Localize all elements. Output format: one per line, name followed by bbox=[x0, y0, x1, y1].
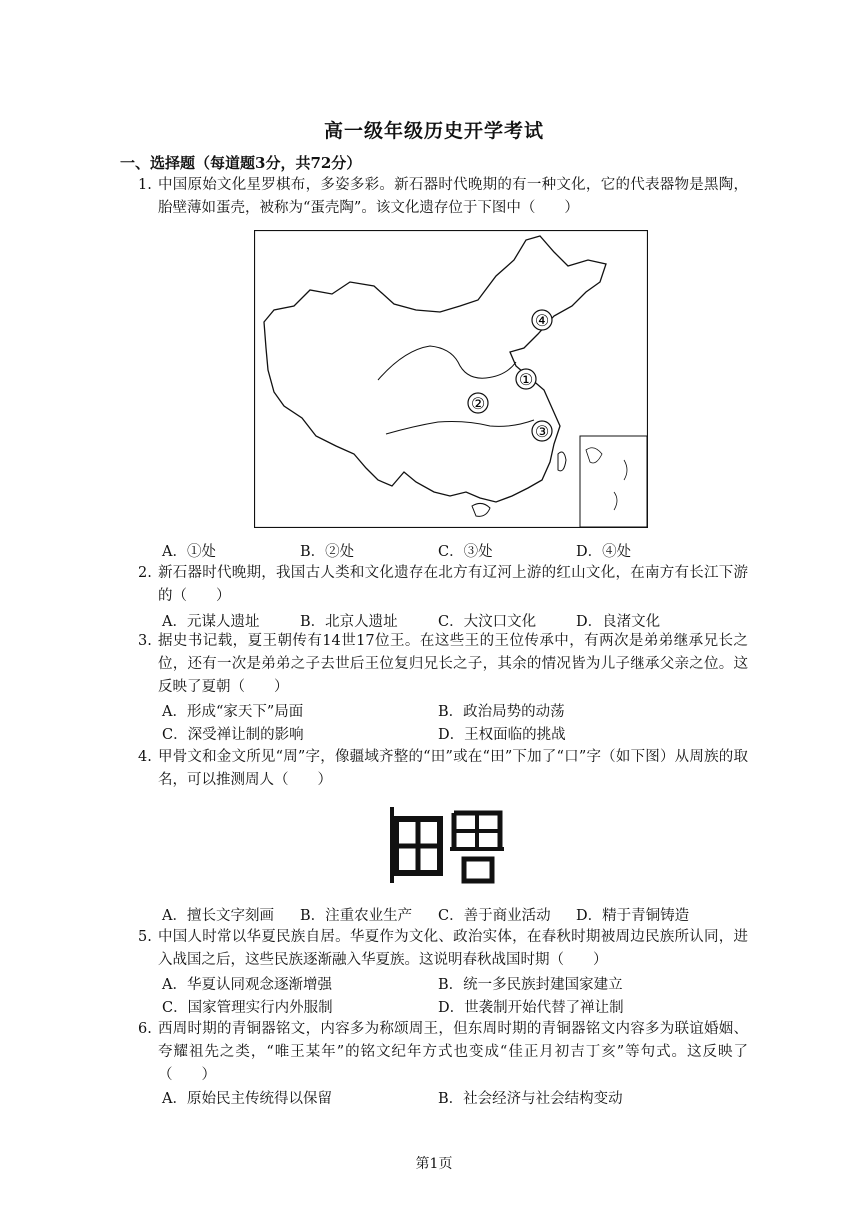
option-a[interactable]: A．擅长文字刻画 bbox=[162, 908, 274, 924]
option-b[interactable]: B．社会经济与社会结构变动 bbox=[438, 1091, 623, 1107]
option-b[interactable]: B．北京人遗址 bbox=[300, 614, 398, 630]
option-c[interactable]: C．国家管理实行内外服制 bbox=[162, 1000, 333, 1016]
question-stem: 甲骨文和金文所见“周”字，像疆域齐整的“田”或在“田”下加了“口”字（如下图）从周族的取名，可以推测周人（ ） bbox=[158, 749, 748, 788]
page-number: 第1页 bbox=[415, 1156, 453, 1172]
map-marker-4 bbox=[532, 310, 552, 330]
zhou-character-glyphs bbox=[388, 805, 506, 887]
question-2 bbox=[138, 562, 748, 608]
china-map bbox=[254, 230, 648, 528]
exam-title: 高一级年级历史开学考试 bbox=[323, 120, 544, 142]
option-d[interactable]: D．良渚文化 bbox=[576, 614, 661, 630]
svg-text:①: ① bbox=[518, 370, 534, 389]
question-number: 2. bbox=[138, 565, 152, 581]
question-3 bbox=[138, 630, 748, 699]
svg-text:④: ④ bbox=[534, 311, 550, 330]
question-number: 6. bbox=[138, 1021, 152, 1037]
question-number: 4. bbox=[138, 749, 152, 765]
option-a[interactable]: A．①处 bbox=[162, 544, 216, 560]
option-b[interactable]: B．②处 bbox=[300, 544, 355, 560]
question-stem: 西周时期的青铜器铭文，内容多为称颂周王，但东周时期的青铜器铭文内容多为联谊婚姻、夸耀祖先之类，“唯王某年”的铭文纪年方式也变成“佳正月初吉丁亥”等句式。这反映了（ ） bbox=[158, 1021, 748, 1083]
option-a[interactable]: A．原始民主传统得以保留 bbox=[162, 1091, 332, 1107]
section-heading: 一、选择题（每道题3分，共72分） bbox=[120, 154, 362, 172]
option-b[interactable]: B．政治局势的动荡 bbox=[438, 704, 565, 720]
map-marker-2 bbox=[468, 393, 488, 413]
option-a[interactable]: A．形成“家天下”局面 bbox=[162, 704, 304, 720]
option-d[interactable]: D．世袭制开始代替了禅让制 bbox=[438, 1000, 624, 1016]
option-c[interactable]: C．善于商业活动 bbox=[438, 908, 551, 924]
map-marker-1 bbox=[516, 369, 536, 389]
option-c[interactable]: C．深受禅让制的影响 bbox=[162, 727, 304, 743]
question-number: 5. bbox=[138, 929, 152, 945]
svg-text:③: ③ bbox=[534, 422, 550, 441]
option-a[interactable]: A．元谋人遗址 bbox=[162, 614, 260, 630]
map-marker-3 bbox=[532, 421, 552, 441]
question-1 bbox=[138, 174, 748, 220]
option-d[interactable]: D．王权面临的挑战 bbox=[438, 727, 566, 743]
question-number: 1. bbox=[138, 177, 152, 193]
question-stem: 中国原始文化星罗棋布，多姿多彩。新石器时代晚期的有一种文化，它的代表器物是黑陶，胎壁薄如蛋壳，被称为“蛋壳陶”。该文化遗存位于下图中（ ） bbox=[158, 177, 748, 216]
question-stem: 新石器时代晚期，我国古人类和文化遗存在北方有辽河上游的红山文化，在南方有长江下游的（ ） bbox=[158, 565, 748, 604]
question-4 bbox=[138, 746, 748, 792]
option-d[interactable]: D．④处 bbox=[576, 544, 632, 560]
option-d[interactable]: D．精于青铜铸造 bbox=[576, 908, 690, 924]
svg-text:②: ② bbox=[470, 394, 486, 413]
question-stem: 据史书记载，夏王朝传有14世17位王。在这些王的王位传承中，有两次是弟弟继承兄长之位，还有一次是弟弟之子去世后王位复归兄长之子，其余的情况皆为儿子继承父亲之位。这反映了夏朝（ ） bbox=[158, 633, 748, 695]
question-number: 3. bbox=[138, 633, 152, 649]
option-c[interactable]: C．大汶口文化 bbox=[438, 614, 537, 630]
option-b[interactable]: B．统一多民族封建国家建立 bbox=[438, 977, 623, 993]
option-a[interactable]: A．华夏认同观念逐渐增强 bbox=[162, 977, 332, 993]
option-b[interactable]: B．注重农业生产 bbox=[300, 908, 413, 924]
question-6 bbox=[138, 1018, 748, 1087]
question-stem: 中国人时常以华夏民族自居。华夏作为文化、政治实体，在春秋时期被周边民族所认同，进入战国之后，这些民族逐渐融入华夏族。这说明春秋战国时期（ ） bbox=[158, 929, 748, 968]
question-5 bbox=[138, 926, 748, 972]
option-c[interactable]: C．③处 bbox=[438, 544, 493, 560]
